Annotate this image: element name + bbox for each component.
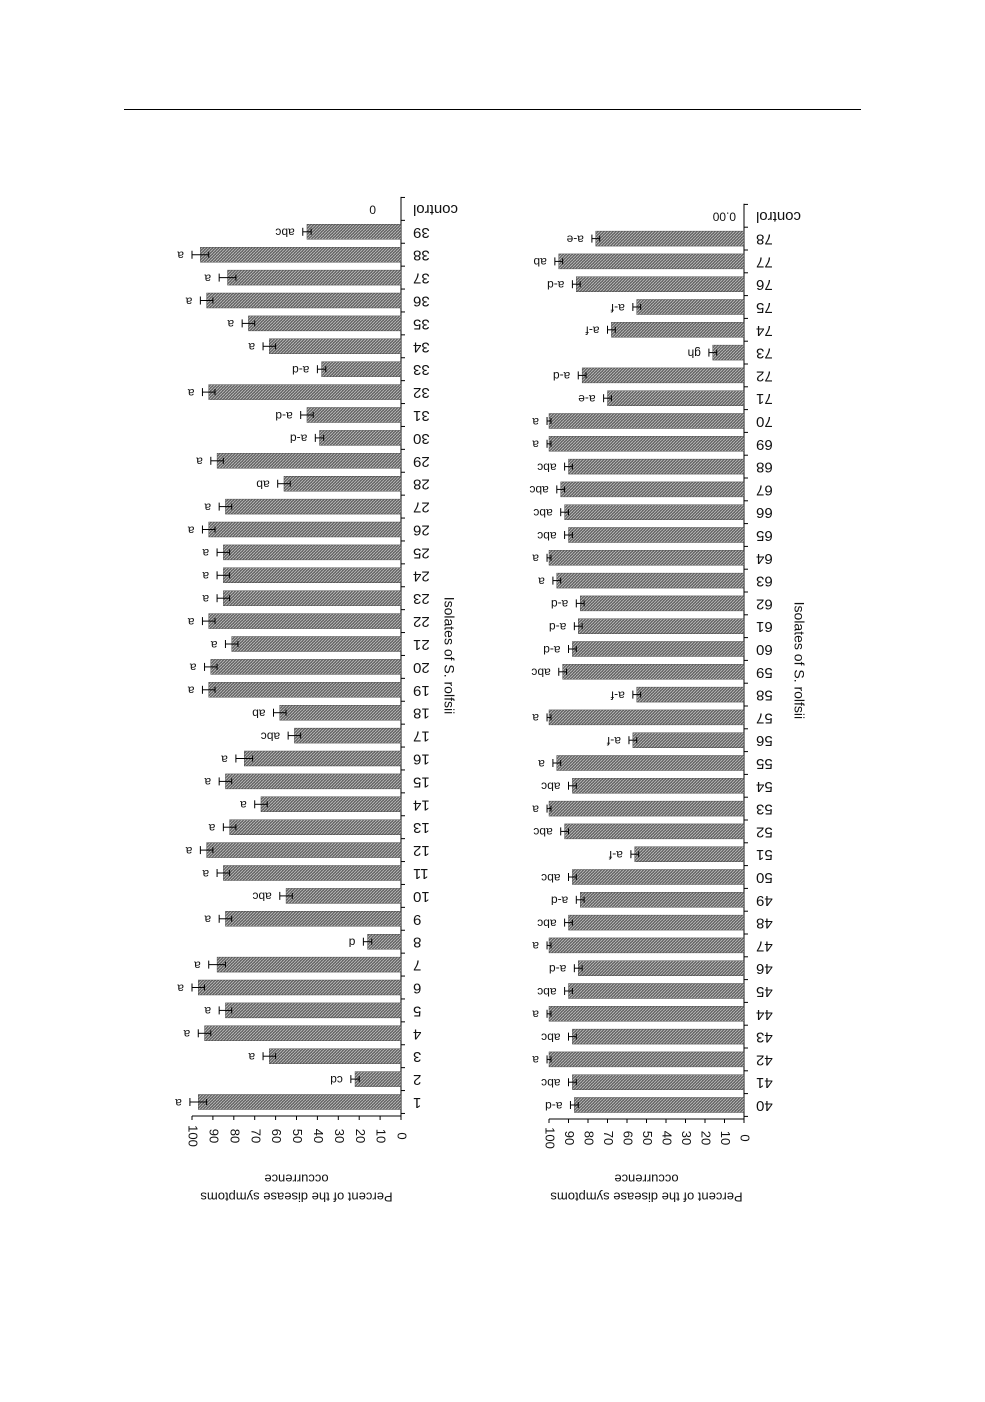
bar-61 [578, 619, 744, 634]
category-tick-label: 69 [756, 435, 773, 453]
category-tick-label: 57 [756, 709, 773, 727]
bar-35 [248, 316, 401, 331]
bar-45 [569, 984, 745, 999]
value-tick-label: 80 [581, 1130, 597, 1146]
bar-data-label: a [196, 454, 203, 469]
bar-74 [611, 322, 744, 337]
value-tick-label: 0 [737, 1134, 753, 1142]
category-tick-label: 8 [413, 933, 422, 951]
bar-data-label: abc [529, 483, 549, 498]
category-tick-label: 41 [756, 1074, 773, 1092]
category-tick-label: 67 [756, 481, 773, 499]
bar-41 [572, 1075, 744, 1090]
category-tick-label: 50 [756, 869, 773, 887]
category-tick-label: 54 [756, 777, 773, 795]
bar-26 [209, 522, 401, 537]
bar-data-label: a [194, 958, 201, 973]
category-tick-label: 55 [756, 755, 773, 773]
chart-panel-1 [175, 197, 458, 1205]
category-tick-label: 25 [413, 544, 430, 562]
bar-data-label: abc [537, 528, 557, 543]
bar-29 [217, 453, 401, 468]
category-tick-label: 9 [413, 910, 422, 928]
category-tick-label: 49 [756, 891, 773, 909]
category-tick-label: 22 [413, 613, 430, 631]
bar-data-label: a-d [550, 893, 569, 908]
bar-64 [549, 550, 744, 565]
bar-46 [578, 961, 744, 976]
category-tick-label: 26 [413, 521, 430, 539]
bar-data-label: a [204, 912, 212, 927]
y-axis-title-line1: Percent of the disease symptoms [200, 1189, 393, 1205]
bar-data-label: a [189, 660, 197, 675]
bar-67 [561, 482, 744, 497]
bar-49 [580, 892, 744, 907]
bar-data-label: a-f [585, 323, 600, 338]
category-tick-label: 47 [756, 937, 773, 955]
value-tick-label: 10 [718, 1130, 734, 1146]
bar-data-label: a [538, 756, 545, 771]
category-tick-label: 12 [413, 842, 430, 860]
category-tick-label: 14 [413, 796, 430, 814]
category-tick-label: 42 [756, 1051, 773, 1069]
bar-9 [225, 911, 401, 926]
bar-data-label: gh [687, 346, 701, 361]
bar-data-label: a [204, 500, 212, 515]
category-tick-label: 52 [756, 823, 773, 841]
bar-data-label: a [240, 798, 247, 813]
bar-2 [355, 1072, 401, 1087]
bar-data-label: a [202, 866, 210, 881]
bar-data-label: a-d [292, 363, 310, 378]
bar-data-label: a [208, 821, 216, 836]
category-tick-label: control [756, 207, 802, 225]
bar-data-label: a [204, 1004, 212, 1019]
bar-5 [225, 1003, 401, 1018]
category-tick-label: 38 [413, 246, 430, 264]
bar-36 [207, 293, 401, 308]
category-tick-label: 58 [756, 686, 773, 704]
bar-data-label: abc [537, 984, 557, 999]
bar-data-label: a [532, 437, 540, 452]
value-tick-label: 50 [290, 1128, 306, 1144]
category-tick-label: 61 [756, 618, 773, 636]
bar-data-label: a-d [549, 962, 567, 977]
bar-30 [319, 430, 401, 445]
bar-69 [549, 436, 744, 451]
bar-data-label: a [248, 1050, 256, 1065]
bar-data-label: a [177, 981, 184, 996]
bar-data-label: a-f [608, 848, 623, 863]
bar-28 [284, 476, 401, 491]
bar-data-label: ab [256, 477, 270, 492]
y-axis-title-line1: Percent of the disease symptoms [550, 1189, 743, 1205]
category-tick-label: 5 [413, 1002, 422, 1020]
bar-76 [576, 277, 744, 292]
bar-23 [223, 591, 401, 606]
category-tick-label: 3 [413, 1048, 422, 1066]
bar-data-label: a [210, 637, 218, 652]
category-tick-label: 56 [756, 732, 773, 750]
bar-data-label: abc [537, 916, 557, 931]
category-tick-label: 31 [413, 407, 430, 425]
bar-data-label: a [187, 683, 195, 698]
category-tick-label: 46 [756, 960, 773, 978]
bar-20 [211, 659, 401, 674]
bar-57 [549, 710, 744, 725]
bar-data-label: a-d [275, 408, 293, 423]
category-tick-label: 36 [413, 292, 430, 310]
bar-43 [572, 1029, 744, 1044]
value-tick-label: 50 [640, 1130, 656, 1146]
category-tick-label: 17 [413, 727, 430, 745]
value-tick-label: 40 [310, 1128, 326, 1144]
bar-data-label: a [187, 385, 195, 400]
bar-data-label: abc [260, 729, 281, 744]
bar-40 [574, 1098, 744, 1113]
category-tick-label: 78 [756, 230, 773, 248]
category-tick-label: 43 [756, 1028, 773, 1046]
category-tick-label: 34 [413, 338, 430, 356]
category-tick-label: 60 [756, 641, 773, 659]
value-tick-label: 30 [331, 1128, 347, 1144]
bar-18 [280, 705, 401, 720]
value-tick-label: 80 [227, 1128, 243, 1144]
bar-data-label: abc [533, 825, 553, 840]
bar-data-label: a [204, 271, 212, 286]
value-tick-label: 90 [562, 1130, 578, 1146]
bar-8 [368, 934, 401, 949]
bar-19 [209, 682, 401, 697]
bar-70 [549, 414, 744, 429]
bar-data-label: abc [537, 460, 557, 475]
category-tick-label: 68 [756, 458, 773, 476]
bar-25 [223, 545, 401, 560]
bar-47 [549, 938, 744, 953]
bar-data-label: a [532, 939, 540, 954]
bar-51 [635, 847, 744, 862]
category-tick-label: 1 [413, 1094, 422, 1112]
value-tick-label: 100 [185, 1125, 201, 1147]
category-tick-label: 71 [756, 390, 773, 408]
bar-66 [565, 505, 744, 520]
category-tick-label: 77 [756, 253, 773, 271]
category-tick-label: 64 [756, 549, 773, 567]
category-tick-label: 59 [756, 663, 773, 681]
bar-75 [637, 300, 744, 315]
bar-44 [549, 1006, 744, 1021]
value-tick-label: 10 [373, 1128, 389, 1144]
category-tick-label: 24 [413, 567, 430, 585]
category-tick-label: 20 [413, 658, 430, 676]
category-tick-label: 48 [756, 914, 773, 932]
bar-data-label: abc [531, 665, 551, 680]
category-tick-label: 28 [413, 475, 430, 493]
bar-72 [582, 368, 744, 383]
bar-17 [294, 728, 401, 743]
bar-data-label: a [185, 294, 193, 309]
category-tick-label: 44 [756, 1005, 773, 1023]
bar-27 [225, 499, 401, 514]
bar-65 [569, 528, 745, 543]
bar-12 [207, 843, 401, 858]
x-axis-title: Isolates of S. rolfsii [441, 596, 458, 715]
bar-16 [244, 751, 401, 766]
category-tick-label: 21 [413, 636, 430, 654]
bar-data-label: a-d [549, 620, 567, 635]
category-tick-label: 51 [756, 846, 773, 864]
bar-data-label: a-d [543, 642, 561, 657]
value-tick-label: 30 [679, 1130, 695, 1146]
category-tick-label: 73 [756, 344, 773, 362]
bar-52 [565, 824, 744, 839]
category-tick-label: 4 [413, 1025, 422, 1043]
category-tick-label: 33 [413, 361, 430, 379]
category-tick-label: 63 [756, 572, 773, 590]
value-tick-label: 60 [269, 1128, 285, 1144]
value-tick-label: 40 [659, 1130, 675, 1146]
bar-data-label: a [202, 592, 210, 607]
category-tick-label: 18 [413, 704, 430, 722]
category-tick-label: 35 [413, 315, 430, 333]
bar-11 [223, 866, 401, 881]
bar-data-label: d [348, 935, 356, 950]
bar-78 [596, 231, 744, 246]
bar-data-label: a-e [566, 232, 584, 247]
category-tick-label: 13 [413, 819, 430, 837]
y-axis-title-line2: occurrence [264, 1171, 329, 1187]
bar-50 [572, 870, 744, 885]
category-tick-label: 27 [413, 498, 430, 516]
bar-data-label: abc [275, 225, 295, 240]
bar-31 [307, 408, 401, 423]
value-tick-label: 0 [394, 1132, 410, 1140]
bar-data-label: ab [252, 706, 266, 721]
bar-data-label: a [202, 546, 210, 561]
bar-34 [269, 339, 401, 354]
category-tick-label: 70 [756, 413, 773, 431]
bar-data-label: a [175, 1095, 182, 1110]
bar-data-label: abc [533, 506, 553, 521]
bar-data-label: a [248, 340, 256, 355]
bar-13 [230, 820, 401, 835]
bar-21 [232, 637, 401, 652]
value-tick-label: 20 [352, 1128, 368, 1144]
category-tick-label: 30 [413, 429, 430, 447]
bar-15 [225, 774, 401, 789]
bar-71 [608, 391, 745, 406]
bar-22 [209, 614, 401, 629]
category-tick-label: 2 [413, 1071, 422, 1089]
bar-data-label: a [187, 523, 195, 538]
category-tick-label: 40 [756, 1097, 773, 1115]
bar-24 [223, 568, 401, 583]
category-tick-label: 66 [756, 504, 773, 522]
category-tick-label: 10 [413, 887, 430, 905]
bar-39 [307, 224, 401, 239]
bar-data-label: abc [541, 779, 561, 794]
value-tick-label: 100 [542, 1127, 558, 1149]
bar-data-label: a-f [606, 734, 621, 749]
bar-data-label: abc [541, 870, 561, 885]
bar-1 [198, 1095, 401, 1110]
bar-62 [580, 596, 744, 611]
y-axis-title-line2: occurrence [614, 1171, 679, 1187]
value-tick-label: 90 [206, 1128, 222, 1144]
category-tick-label: 45 [756, 983, 773, 1001]
bar-data-label: a [177, 248, 184, 263]
bar-32 [209, 385, 401, 400]
bar-data-label: a [532, 551, 540, 566]
bar-data-label: a-f [610, 688, 625, 703]
bar-58 [637, 687, 744, 702]
bar-data-label: a [183, 1027, 191, 1042]
bar-data-label: a [532, 711, 540, 726]
category-tick-label: 65 [756, 527, 773, 545]
category-tick-label: 11 [413, 865, 429, 883]
category-tick-label: 75 [756, 299, 773, 317]
value-tick-label: 70 [248, 1128, 264, 1144]
bar-77 [559, 254, 744, 269]
bar-data-label: 0 [369, 202, 376, 217]
category-tick-label: 53 [756, 800, 773, 818]
category-tick-label: 19 [413, 681, 430, 699]
bar-60 [572, 642, 744, 657]
bar-data-label: a-d [289, 431, 308, 446]
x-axis-title: Isolates of S. rolfsii [791, 601, 808, 720]
value-tick-label: 20 [698, 1130, 714, 1146]
bar-data-label: a [532, 414, 540, 429]
category-tick-label: 23 [413, 590, 430, 608]
bar-data-label: a [185, 843, 193, 858]
category-tick-label: 29 [413, 452, 430, 470]
bar-data-label: a-d [545, 1098, 563, 1113]
bar-data-label: a-d [552, 369, 571, 384]
category-tick-label: 32 [413, 384, 430, 402]
bar-53 [549, 801, 744, 816]
category-tick-label: 16 [413, 750, 430, 768]
bar-4 [205, 1026, 401, 1041]
category-tick-label: 62 [756, 595, 773, 613]
bar-data-label: abc [541, 1030, 561, 1045]
bar-data-label: a [202, 569, 210, 584]
bar-63 [557, 573, 744, 588]
bar-data-label: a [532, 802, 540, 817]
bar-33 [322, 362, 401, 377]
bar-data-label: ab [533, 255, 547, 270]
bar-data-label: a [538, 574, 545, 589]
bar-data-label: a-f [610, 300, 625, 315]
bar-68 [569, 459, 745, 474]
category-tick-label: 39 [413, 223, 430, 241]
category-tick-label: 15 [413, 773, 430, 791]
bar-data-label: abc [252, 889, 272, 904]
bar-59 [563, 664, 744, 679]
bar-data-label: a-d [550, 597, 569, 612]
bar-data-label: a [187, 614, 195, 629]
bar-data-label: abc [541, 1076, 561, 1091]
bar-55 [557, 756, 744, 771]
category-tick-label: control [413, 200, 459, 218]
bar-data-label: a-e [578, 392, 596, 407]
bar-14 [261, 797, 401, 812]
bar-data-label: a [532, 1053, 540, 1068]
bar-data-label: 0.00 [712, 209, 736, 224]
bar-38 [200, 247, 401, 262]
bar-48 [569, 915, 745, 930]
category-tick-label: 6 [413, 979, 422, 997]
bar-3 [269, 1049, 401, 1064]
category-tick-label: 37 [413, 269, 430, 287]
bar-10 [286, 888, 401, 903]
bar-data-label: a [227, 317, 235, 332]
bar-37 [228, 270, 401, 285]
bar-54 [572, 778, 744, 793]
bar-7 [217, 957, 401, 972]
bar-6 [198, 980, 401, 995]
value-tick-label: 70 [601, 1130, 617, 1146]
bar-42 [549, 1052, 744, 1067]
bar-data-label: a [204, 775, 212, 790]
category-tick-label: 74 [756, 321, 773, 339]
bar-56 [633, 733, 744, 748]
bar-data-label: a-d [547, 278, 565, 293]
category-tick-label: 7 [413, 956, 422, 974]
chart-panel-2 [529, 204, 807, 1205]
bar-data-label: a [532, 1007, 540, 1022]
bar-73 [713, 345, 744, 360]
bar-data-label: cd [330, 1072, 343, 1087]
bar-data-label: a [221, 752, 228, 767]
category-tick-label: 72 [756, 367, 773, 385]
value-tick-label: 60 [620, 1130, 636, 1146]
category-tick-label: 76 [756, 276, 773, 294]
